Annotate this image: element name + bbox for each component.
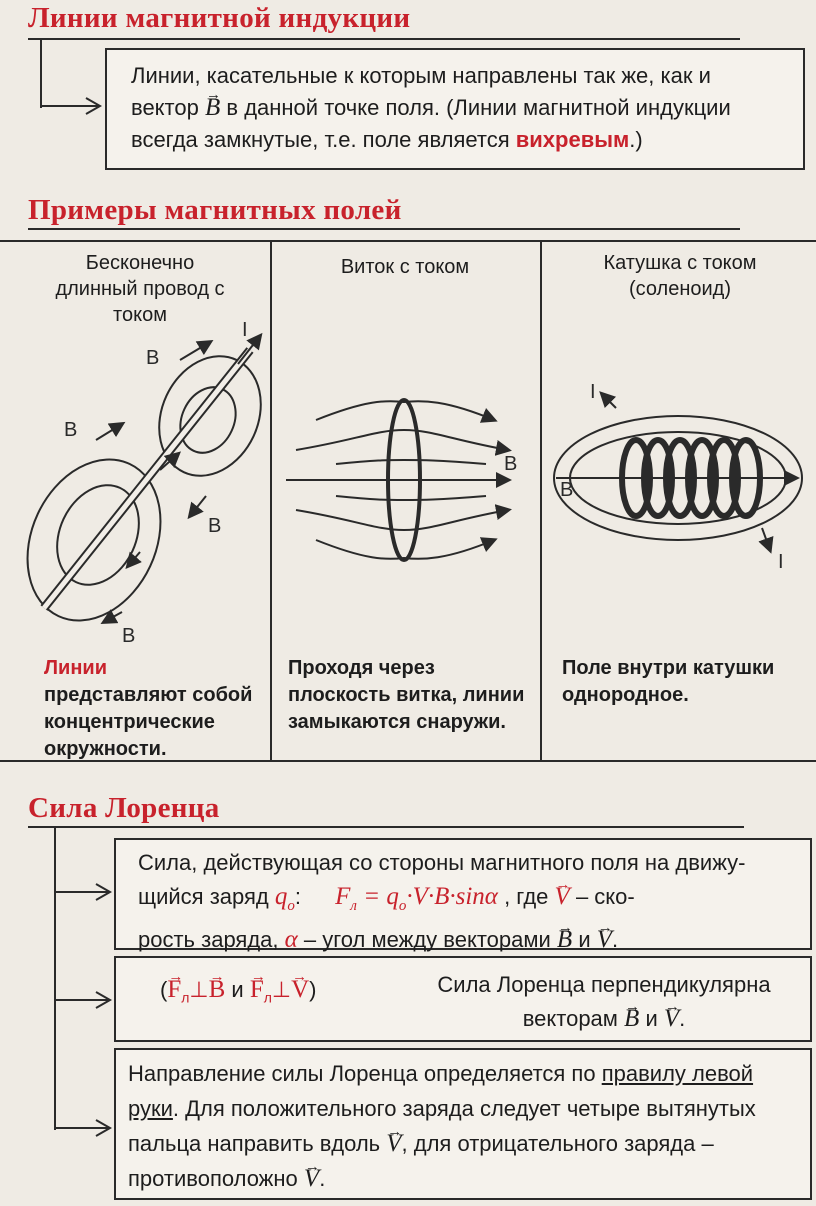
definition-text: .) (629, 127, 643, 152)
field-label: B (146, 347, 160, 369)
solenoid-description (562, 655, 810, 709)
title-underline (28, 826, 744, 828)
formula-sub: л (181, 989, 190, 1006)
definition-line (138, 880, 798, 923)
vector-b-symbol: → B (557, 926, 572, 953)
vector-v-symbol: → V (555, 883, 570, 910)
connector-arrow-icon (54, 880, 114, 904)
definition-line (128, 1161, 800, 1196)
definition-text: векторам (522, 1006, 618, 1031)
section-title-field-lines: Линии магнитной индукции (28, 2, 411, 34)
current-label: I (778, 551, 784, 573)
paren: ) (309, 977, 317, 1002)
definition-text: . (319, 1166, 326, 1191)
perp-symbol: ⊥ (189, 977, 209, 1002)
lorentz-perpendicular-box (114, 956, 812, 1042)
section-title-lorentz: Сила Лоренца (28, 792, 220, 824)
vector-v-symbol: → V (304, 1165, 319, 1192)
definition-line-2 (131, 92, 789, 124)
formula-part: ·V·B·sinα (406, 883, 498, 910)
current-label: I (242, 320, 248, 341)
definition-text: щийся заряд (138, 884, 269, 909)
definition-text: рость заряда, (138, 927, 279, 952)
loop-description (288, 655, 536, 736)
description-line: концентрические (44, 711, 215, 733)
field-label: B (208, 515, 222, 537)
vector-b-symbol: → B (209, 976, 226, 1003)
description-line: Проходя через (288, 657, 435, 679)
highlight-vortex: вихревым (515, 127, 630, 152)
field-label: B (64, 419, 78, 441)
definition-text: , для отрицательного заряда – (401, 1131, 714, 1156)
description-line: однородное. (562, 684, 689, 706)
and-text: и (231, 977, 244, 1002)
definition-line (128, 1091, 800, 1126)
current-label: I (590, 381, 596, 403)
left-hand-rule-link: правилу левой (601, 1061, 754, 1086)
definition-line: Сила, действующая со стороны магнитного поля на движу- (138, 850, 746, 875)
definition-line (138, 923, 798, 957)
vector-f-symbol: → F (250, 976, 264, 1003)
lorentz-formula (335, 883, 498, 914)
colon: : (294, 884, 302, 909)
heading-line: Виток с током (340, 256, 470, 278)
definition-text: и (578, 927, 591, 952)
vector-v-symbol: → V (386, 1130, 401, 1157)
definition-line (128, 1126, 800, 1161)
definition-line (404, 1002, 804, 1036)
charge-symbol (274, 883, 295, 914)
vector-v-symbol: → V (664, 1005, 679, 1032)
left-hand-rule-link: руки (128, 1096, 173, 1121)
perpendicular-text (404, 968, 804, 1036)
lorentz-left-hand-rule-box (114, 1048, 812, 1200)
definition-text: вектор (131, 95, 199, 120)
definition-text: Направление силы Лоренца определяется по (128, 1061, 596, 1086)
connector-arrow-icon (54, 988, 114, 1012)
formula-part: = q (363, 883, 399, 910)
charge-sub: o (287, 898, 295, 914)
definition-text: и (645, 1006, 658, 1031)
definition-box (105, 48, 805, 170)
formula-f: F (335, 883, 351, 910)
definition-text: в данной точке поля. (Линии магнитной индукции (226, 95, 731, 120)
highlight-lines: Линии (44, 657, 107, 679)
definition-text: . (612, 927, 619, 952)
definition-text: , где (504, 884, 549, 909)
connector-arrow-icon (40, 94, 104, 118)
vector-b-symbol: → B (624, 1005, 639, 1032)
heading-line: длинный провод с (55, 278, 225, 300)
description-line: представляют собой (44, 684, 253, 706)
section-title-examples: Примеры магнитных полей (28, 194, 402, 226)
formula-sub: л (350, 898, 357, 914)
column-heading-loop (280, 254, 530, 280)
formula-sub: л (263, 989, 272, 1006)
definition-text: всегда замкнутые, т.е. поле является (131, 127, 510, 152)
definition-text: – угол между векторами (303, 927, 551, 952)
column-heading-solenoid (550, 250, 810, 302)
field-label: B (504, 453, 518, 475)
connector-line (54, 828, 56, 1130)
vector-v-symbol: → V (291, 976, 309, 1003)
paren: ( (160, 977, 168, 1002)
table-top-border (0, 240, 816, 242)
vector-b-symbol: → B (205, 94, 220, 121)
title-underline (28, 38, 740, 40)
solenoid-diagram (546, 378, 812, 578)
column-heading-wire (20, 250, 260, 328)
heading-line: током (113, 304, 167, 326)
formula-sub: o (398, 898, 407, 914)
heading-line: Бесконечно (85, 252, 195, 274)
definition-text: пальца направить вдоль (128, 1131, 381, 1156)
column-divider (270, 240, 272, 760)
heading-line: Катушка с током (603, 252, 757, 274)
field-label: B (122, 625, 136, 647)
column-divider (540, 240, 542, 760)
description-line: окружности. (44, 738, 167, 760)
definition-line-1: Линии, касательные к которым направлены так же, как и (131, 63, 711, 88)
description-line: замыкаются снаружи. (288, 711, 506, 733)
definition-text: . (679, 1006, 686, 1031)
vector-f-symbol: → F (167, 976, 181, 1003)
straight-wire-diagram (10, 320, 268, 650)
definition-line-3 (131, 124, 789, 156)
definition-text: – ско- (575, 884, 635, 909)
title-underline (28, 228, 740, 230)
definition-text: противоположно (128, 1166, 298, 1191)
perp-symbol: ⊥ (271, 977, 292, 1002)
charge-q: q (274, 883, 288, 910)
heading-line: (соленоид) (628, 278, 732, 300)
definition-line: Сила Лоренца перпендикулярна (437, 972, 771, 997)
description-line: Поле внутри катушки (562, 657, 775, 679)
vector-v-symbol: → V (597, 926, 612, 953)
definition-text: . Для положительного заряда следует четыре вытянутых (172, 1096, 756, 1121)
lorentz-definition-box (114, 838, 812, 953)
description-line: плоскость витка, линии (288, 684, 525, 706)
perpendicular-formula (160, 974, 316, 1013)
definition-line (128, 1056, 800, 1091)
current-loop-diagram (276, 380, 538, 580)
wire-description (44, 655, 264, 763)
connector-arrow-icon (54, 1116, 114, 1140)
field-label: B (560, 479, 574, 501)
alpha-symbol: α (284, 926, 298, 953)
